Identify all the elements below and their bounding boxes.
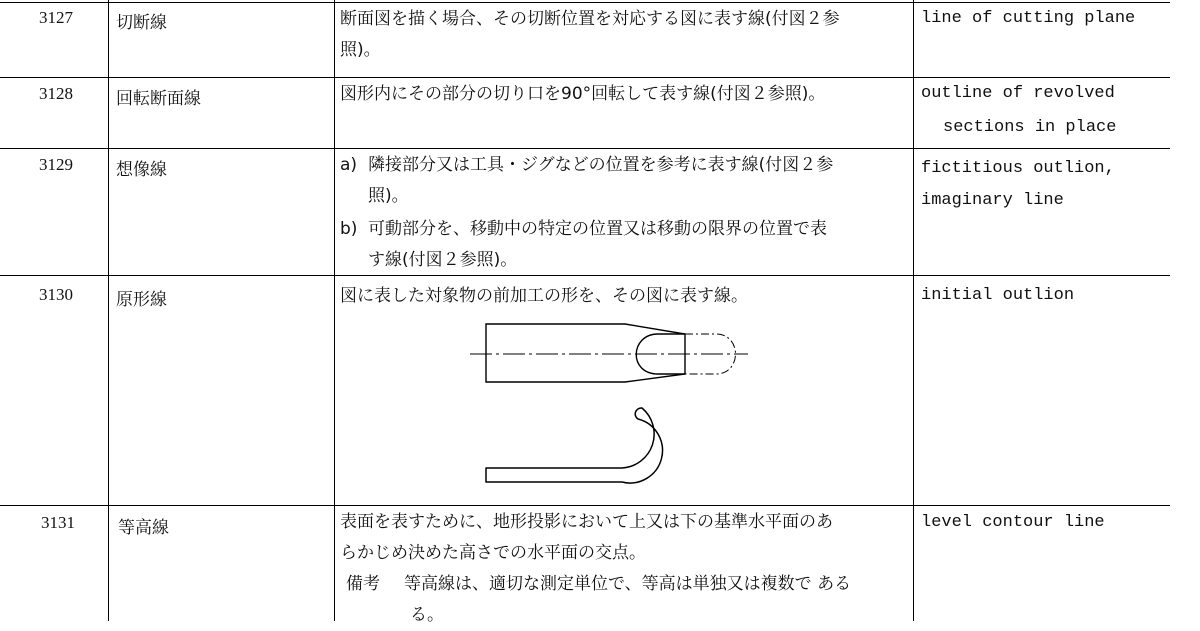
term-name: 原形線 <box>116 290 167 310</box>
term-english <box>921 3 1135 35</box>
table-row-divider <box>0 505 1170 506</box>
english-line: fictitious outlion, <box>921 159 1115 178</box>
item-marker: b) <box>340 219 358 239</box>
term-english <box>921 153 1115 217</box>
definition-line: 照)。 <box>340 40 381 60</box>
term-number: 3129 <box>39 155 73 174</box>
remark-line: 等高線は、適切な測定単位で、等高は単独又は複数で ある <box>404 574 852 594</box>
remark <box>340 569 851 631</box>
english-line: line of cutting plane <box>921 9 1136 28</box>
remark-label: 備考 <box>346 574 380 594</box>
bent-rod-outline <box>486 408 663 483</box>
term-definition <box>340 4 840 66</box>
definition-line: らかじめ決めた高さでの水平面の交点。 <box>340 543 646 563</box>
definition-line: 照)。 <box>368 186 409 206</box>
definition-line: 表面を表すために、地形投影において上又は下の基準水平面のあ <box>340 512 833 532</box>
definition-line: 図形内にその部分の切り口を90°回転して表す線(付図２参照)。 <box>340 84 826 104</box>
definition-item <box>340 214 833 276</box>
english-line: level contour line <box>921 513 1105 532</box>
term-number: 3130 <box>39 285 73 304</box>
term-english <box>921 280 1074 312</box>
english-line: initial outlion <box>921 286 1075 305</box>
term-definition <box>340 150 833 276</box>
term-definition <box>340 79 825 110</box>
term-name: 回転断面線 <box>116 89 201 109</box>
english-line: outline of revolved <box>921 84 1115 103</box>
term-definition <box>340 507 851 631</box>
definition-line: 可動部分を、移動中の特定の位置又は移動の限界の位置で表 <box>368 219 827 239</box>
english-line: sections in place <box>943 118 1117 137</box>
definition-line: 隣接部分又は工具・ジグなどの位置を参考に表す線(付図２参 <box>368 155 834 175</box>
term-number: 3127 <box>39 8 73 27</box>
table-row-divider <box>0 148 1170 149</box>
table-border-left <box>108 0 109 621</box>
definition-line: 断面図を描く場合、その切断位置を対応する図に表す線(付図２参 <box>340 9 840 29</box>
term-number: 3131 <box>41 513 75 532</box>
item-marker: a) <box>340 155 358 175</box>
term-english <box>921 78 1116 144</box>
remark-line: る。 <box>410 605 444 625</box>
bent-rod-figure <box>482 402 692 492</box>
definition-item <box>340 150 833 212</box>
term-name: 切断線 <box>116 13 167 33</box>
term-name: 想像線 <box>116 160 167 180</box>
definition-line: す線(付図２参照)。 <box>368 250 518 270</box>
table-border-middle <box>334 0 335 621</box>
table-border-right <box>913 0 914 621</box>
term-name: 等高線 <box>118 518 169 538</box>
term-english <box>921 507 1105 539</box>
english-line: imaginary line <box>921 191 1064 210</box>
term-number: 3128 <box>39 84 73 103</box>
term-definition <box>340 281 748 312</box>
shaft-initial-outline-figure <box>470 315 760 395</box>
definition-line: 図に表した対象物の前加工の形を、その図に表す線。 <box>340 286 748 306</box>
